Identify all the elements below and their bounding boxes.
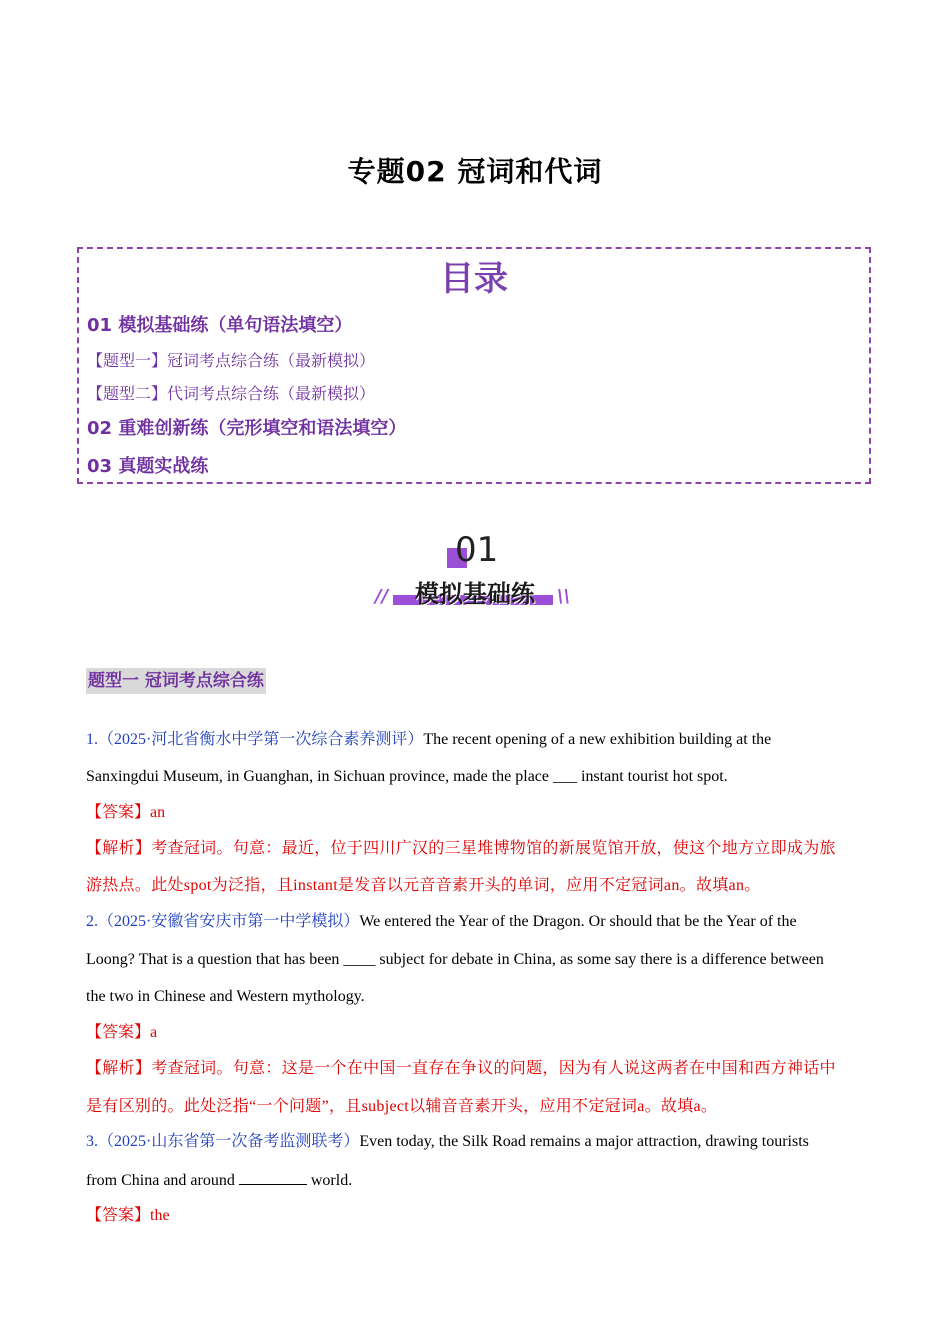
page-title: 专题02 冠词和代词 [347, 155, 603, 188]
toc-item-03[interactable]: 03 真题实战练 [87, 456, 209, 477]
question-number: 1. [86, 731, 98, 748]
question-3-answer [86, 1206, 866, 1226]
question-source: （2025·河北省衡水中学第一次综合素养测评） [98, 731, 424, 748]
answer-blank [239, 1170, 307, 1185]
toc-item-02[interactable]: 02 重难创新练（完形填空和语法填空） [87, 418, 407, 439]
answer-value: the [150, 1207, 170, 1224]
section-number: 01 [455, 530, 499, 570]
section-label: 模拟基础练 [415, 580, 535, 608]
answer-label: 【答案】 [86, 1024, 151, 1041]
question-1-analysis-line-1: 【解析】考查冠词。句意：最近，位于四川广汉的三星堆博物馆的新展览馆开放，使这个地方立即成为旅 [86, 840, 836, 857]
toc-item-type1[interactable]: 【题型一】冠词考点综合练（最新模拟） [87, 351, 376, 370]
question-number: 3. [86, 1133, 98, 1150]
question-2-answer [86, 1023, 866, 1043]
answer-value: an [150, 804, 166, 821]
question-2-analysis-line-1: 【解析】考查冠词。句意：这是一个在中国一直存在争议的问题，因为有人说这两者在中国和西方神话中 [86, 1060, 836, 1077]
question-number: 2. [86, 913, 98, 930]
question-1-line-2: Sanxingdui Museum, in Guanghan, in Sichuan province, made the place ___ instant tourist hot spot. [86, 768, 728, 785]
type-heading: 题型一 冠词考点综合练 [86, 668, 266, 694]
question-1-line-1 [86, 730, 866, 750]
question-text: The recent opening of a new exhibition building at the [423, 731, 772, 748]
question-source: （2025·安徽省安庆市第一中学模拟） [98, 913, 360, 930]
question-text: world. [310, 1172, 353, 1189]
question-3-line-2 [86, 1170, 866, 1191]
question-text: We entered the Year of the Dragon. Or should that be the Year of the [359, 913, 797, 930]
question-3-line-1 [86, 1132, 866, 1152]
question-2-line-1 [86, 912, 866, 932]
question-2-line-2: Loong? That is a question that has been ____ subject for debate in China, as some say there is a difference between [86, 951, 824, 968]
toc-item-01[interactable]: 01 模拟基础练（单句语法填空） [87, 315, 353, 336]
question-source: （2025·山东省第一次备考监测联考） [98, 1133, 360, 1150]
question-text: from China and around [86, 1172, 235, 1189]
answer-label: 【答案】 [86, 804, 151, 821]
slash-decoration-left: // [375, 586, 389, 607]
toc-heading: 目录 [440, 259, 508, 299]
question-2-analysis-line-2: 是有区别的。此处泛指“一个问题”，且subject以辅音音素开头，应用不定冠词a。故填a。 [86, 1098, 718, 1115]
table-of-contents [77, 247, 871, 484]
toc-item-type2[interactable]: 【题型二】代词考点综合练（最新模拟） [87, 384, 376, 403]
question-1-answer [86, 803, 866, 823]
answer-value: a [150, 1024, 158, 1041]
question-text: Even today, the Silk Road remains a major attraction, drawing tourists [359, 1133, 809, 1150]
question-1-analysis-line-2: 游热点。此处spot为泛指，且instant是发音以元音音素开头的单词，应用不定冠词an。故填an。 [86, 877, 761, 894]
answer-label: 【答案】 [86, 1207, 151, 1224]
section-badge [375, 530, 575, 615]
question-2-line-3: the two in Chinese and Western mythology. [86, 988, 365, 1005]
slash-decoration-right: \\ [557, 586, 571, 607]
